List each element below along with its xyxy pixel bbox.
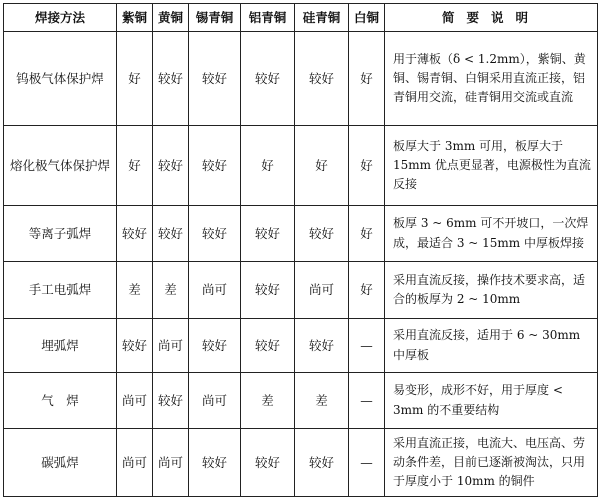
rating-cell: 较好: [117, 319, 153, 373]
description-cell: 采用直流反接，操作技术要求高，适合的板厚为 2 ~ 10mm: [385, 262, 598, 319]
header-silicon-bronze: 硅青铜: [295, 4, 349, 32]
header-aluminum-bronze: 铝青铜: [241, 4, 295, 32]
rating-cell: 尚可: [117, 373, 153, 429]
rating-cell: 好: [349, 126, 385, 206]
rating-cell: 较好: [241, 429, 295, 497]
table-row: [4, 206, 598, 262]
table-row: [4, 262, 598, 319]
description-cell: 用于薄板（δ < 1.2mm），紫铜、黄铜、锡青铜、白铜采用直流正接，铝青铜用交流，硅青铜用交流或直流: [385, 32, 598, 126]
rating-cell: 好: [349, 32, 385, 126]
method-cell: 气 焊: [4, 373, 117, 429]
rating-cell: 差: [295, 373, 349, 429]
welding-method-table: [3, 3, 598, 497]
rating-cell: 较好: [189, 126, 241, 206]
description-cell: 采用直流正接，电流大、电压高、劳动条件差，目前已逐渐被淘汰，只用于厚度小于 10mm 的铜件: [385, 429, 598, 497]
rating-cell: 尚可: [153, 319, 189, 373]
method-cell: 碳弧焊: [4, 429, 117, 497]
method-cell: 熔化极气体保护焊: [4, 126, 117, 206]
rating-cell: 尚可: [189, 373, 241, 429]
rating-cell: 较好: [241, 206, 295, 262]
header-method: 焊接方法: [4, 4, 117, 32]
rating-cell: 较好: [295, 206, 349, 262]
rating-cell: 差: [117, 262, 153, 319]
rating-cell: 较好: [189, 319, 241, 373]
rating-cell: 较好: [189, 429, 241, 497]
rating-cell: 较好: [153, 126, 189, 206]
table-row: [4, 126, 598, 206]
header-description: 简要说明: [385, 4, 598, 32]
method-cell: 埋弧焊: [4, 319, 117, 373]
table-row: [4, 319, 598, 373]
header-white-copper: 白铜: [349, 4, 385, 32]
method-cell: 钨极气体保护焊: [4, 32, 117, 126]
rating-cell: 尚可: [153, 429, 189, 497]
rating-cell: 好: [241, 126, 295, 206]
rating-cell: 尚可: [189, 262, 241, 319]
description-cell: 板厚大于 3mm 可用，板厚大于 15mm 优点更显著，电源极性为直流反接: [385, 126, 598, 206]
rating-cell: 差: [153, 262, 189, 319]
method-cell: 等离子弧焊: [4, 206, 117, 262]
rating-cell: 较好: [153, 32, 189, 126]
header-tin-bronze: 锡青铜: [189, 4, 241, 32]
table-row: [4, 429, 598, 497]
rating-cell: 好: [117, 126, 153, 206]
rating-cell: 尚可: [295, 262, 349, 319]
table-row: [4, 32, 598, 126]
rating-cell: 好: [349, 262, 385, 319]
rating-cell: 尚可: [117, 429, 153, 497]
rating-cell: 较好: [189, 32, 241, 126]
rating-cell: 较好: [153, 373, 189, 429]
rating-cell: 较好: [241, 32, 295, 126]
rating-cell: 差: [241, 373, 295, 429]
rating-cell: 好: [295, 126, 349, 206]
rating-cell: 较好: [295, 319, 349, 373]
rating-cell: —: [349, 373, 385, 429]
rating-cell: —: [349, 319, 385, 373]
rating-cell: 较好: [241, 262, 295, 319]
description-cell: 易变形，成形不好，用于厚度 < 3mm 的不重要结构: [385, 373, 598, 429]
rating-cell: 好: [117, 32, 153, 126]
rating-cell: 较好: [189, 206, 241, 262]
header-brass: 黄铜: [153, 4, 189, 32]
rating-cell: 较好: [153, 206, 189, 262]
description-cell: 板厚 3 ~ 6mm 可不开坡口，一次焊成，最适合 3 ~ 15mm 中厚板焊接: [385, 206, 598, 262]
method-cell: 手工电弧焊: [4, 262, 117, 319]
rating-cell: —: [349, 429, 385, 497]
table-row: [4, 373, 598, 429]
rating-cell: 较好: [295, 32, 349, 126]
rating-cell: 好: [349, 206, 385, 262]
rating-cell: 较好: [241, 319, 295, 373]
rating-cell: 较好: [117, 206, 153, 262]
header-row: [4, 4, 598, 32]
rating-cell: 较好: [295, 429, 349, 497]
header-red-copper: 紫铜: [117, 4, 153, 32]
description-cell: 采用直流反接，适用于 6 ~ 30mm 中厚板: [385, 319, 598, 373]
